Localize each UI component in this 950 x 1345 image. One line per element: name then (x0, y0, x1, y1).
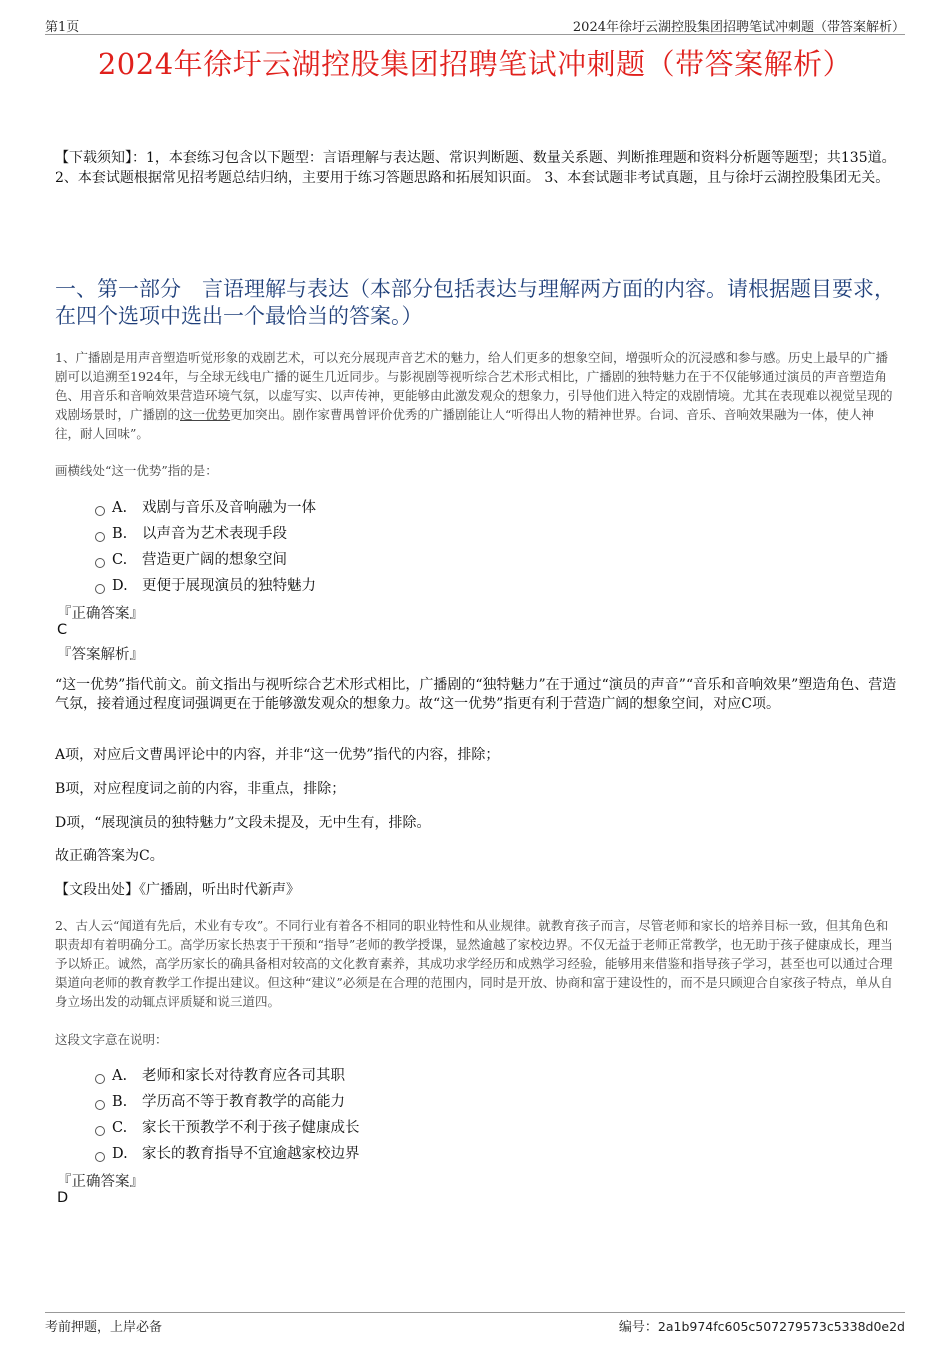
radio-icon[interactable] (95, 532, 105, 542)
question-2-options (95, 1064, 360, 1168)
q2-option-b[interactable]: B. 学历高不等于教育教学的高能力 (95, 1090, 360, 1116)
question-1-prompt: 画横线处“这一优势”指的是： (55, 463, 218, 478)
question-2-prompt: 这段文字意在说明： (55, 1032, 168, 1047)
q1-note-d: D项，“展现演员的独特魅力”文段未提及，无中生有，排除。 (55, 815, 431, 831)
q1-source: 【文段出处】《广播剧，听出时代新声》 (55, 882, 300, 898)
q1-note-a: A项，对应后文曹禺评论中的内容，并非“这一优势”指代的内容，排除； (55, 747, 500, 763)
q1-text-after: 更加突出。剧作家曹禺曾评价优秀的广播剧能让人“听得出人物的精神世界。台词、音乐、音响效果融为一体，使人神往，耐人回味”。 (55, 407, 874, 441)
radio-icon[interactable] (95, 558, 105, 568)
q1-text-before: 1、广播剧是用声音塑造听觉形象的戏剧艺术，可以充分展现声音艺术的魅力，给人们更多的想象空间，增强听众的沉浸感和参与感。历史上最早的广播剧可以追溯至1924年，与全球无线电广播的诞生几近同步。与影视剧等视听综合艺术形式相比，广播剧的独特魅力在于不仅能够通过演员的声音塑造角色、用音乐和音响效果营造环境气氛，以虚写实、以声传神，更能够由此激发观众的想象力，引导他们进入特定的戏剧情境。尤其在表现难以视觉呈现的戏剧场景时，广播剧的 (55, 350, 893, 422)
q2-answer: D (57, 1190, 69, 1206)
page-header (45, 14, 905, 35)
section-heading: 一、第一部分 言语理解与表达（本部分包括表达与理解两方面的内容。请根据题目要求，在四个选项中选出一个最恰当的答案。） (55, 277, 895, 328)
q1-option-a[interactable]: A. 戏剧与音乐及音响融为一体 (95, 496, 316, 522)
q1-option-d[interactable]: D. 更便于展现演员的独特魅力 (95, 574, 316, 600)
q1-option-c[interactable]: C. 营造更广阔的想象空间 (95, 548, 316, 574)
radio-icon[interactable] (95, 1074, 105, 1084)
radio-icon[interactable] (95, 584, 105, 594)
q1-answer: C (57, 622, 68, 638)
q1-answer-label: 『正确答案』 (57, 606, 144, 622)
radio-icon[interactable] (95, 1126, 105, 1136)
q2-option-c[interactable]: C. 家长干预教学不利于孩子健康成长 (95, 1116, 360, 1142)
header-doc-title: 2024年徐圩云湖控股集团招聘笔试冲刺题（带答案解析） (572, 20, 905, 35)
q2-option-a[interactable]: A. 老师和家长对待教育应各司其职 (95, 1064, 360, 1090)
q2-option-d[interactable]: D. 家长的教育指导不宜逾越家校边界 (95, 1142, 360, 1168)
footer-slogan: 考前押题，上岸必备 (45, 1320, 163, 1335)
radio-icon[interactable] (95, 1100, 105, 1110)
q1-option-b[interactable]: B. 以声音为艺术表现手段 (95, 522, 316, 548)
page-number: 第1页 (45, 20, 80, 35)
question-1-text (55, 348, 898, 443)
q1-conclusion: 故正确答案为C。 (55, 848, 164, 864)
question-1-options (95, 496, 316, 600)
radio-icon[interactable] (95, 1152, 105, 1162)
q1-note-b: B项，对应程度词之前的内容，非重点，排除； (55, 781, 346, 797)
document-title: 2024年徐圩云湖控股集团招聘笔试冲刺题（带答案解析） (97, 47, 853, 81)
q1-underlined-phrase: 这一优势 (180, 407, 231, 422)
page-footer (45, 1312, 905, 1335)
question-2-text: 2、古人云“闻道有先后，术业有专攻”。不同行业有着各不相同的职业特性和从业规律。就教育孩子而言，尽管老师和家长的培养目标一致，但其角色和职责却有着明确分工。高学历家长热衷于干预和“指导”老师的教学授课，显然逾越了家校边界。不仅无益于老师正常教学，也无助于孩子健康成长，理当予以矫正。诚然，高学历家长的确具备相对较高的文化教育素养，其成功求学经历和成熟学习经验，能够用来借鉴和指导孩子学习，甚至也可以通过合理渠道向老师的教育教学工作提出建议。但这种“建议”必须是在合理的范围内，同时是开放、协商和富于建设性的，而不是只顾迎合自家孩子特点，单从自身立场出发的动辄点评质疑和说三道四。 (55, 918, 893, 1009)
q1-analysis-label: 『答案解析』 (57, 647, 144, 663)
footer-code-value: 2a1b974fc605c507279573c5338d0e2d (657, 1319, 905, 1334)
footer-code (619, 1316, 905, 1335)
q2-answer-label: 『正确答案』 (57, 1174, 144, 1190)
radio-icon[interactable] (95, 506, 105, 516)
q1-analysis: “这一优势”指代前文。前文指出与视听综合艺术形式相比，广播剧的“独特魅力”在于通过“演员的声音”“音乐和音响效果”塑造角色、营造气氛，接着通过程度词强调更在于能够激发观众的想象力。故“这一优势”指更有利于营造广阔的想象空间，对应C项。 (55, 677, 897, 712)
download-notice: 【下载须知】：1，本套练习包含以下题型：言语理解与表达题、常识判断题、数量关系题、判断推理题和资料分析题等题型；共135道。 2、本套试题根据常见招考题总结归纳，主要用于练习答题思路和拓展知识面。 3、本套试题非考试真题，且与徐圩云湖控股集团无关。 (55, 150, 896, 186)
footer-code-label: 编号： (618, 1320, 658, 1335)
